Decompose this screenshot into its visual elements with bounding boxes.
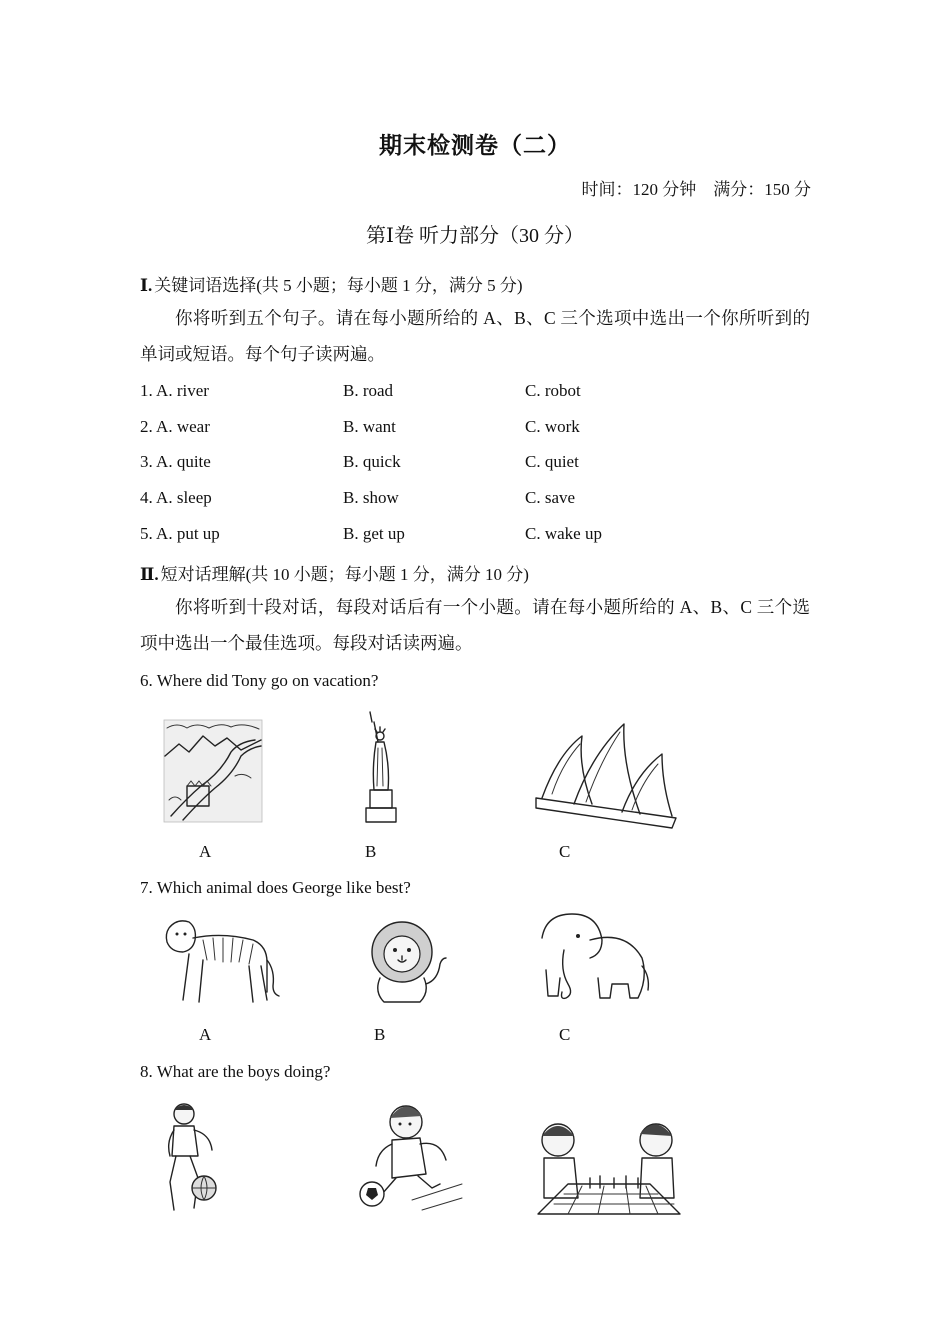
statue-of-liberty-image — [360, 708, 402, 826]
elephant-image — [534, 910, 652, 1010]
q7-label-a: A — [199, 1025, 212, 1044]
q1-option-b: B. road — [343, 381, 394, 400]
page-title: 期末检测卷（二） — [379, 133, 571, 158]
great-wall-image — [163, 716, 265, 826]
q3-option-b: B. quick — [343, 452, 401, 471]
q8-text: 8. What are the boys doing? — [140, 1062, 331, 1081]
section1-instruction: 你将听到五个句子。请在每小题所给的 A、B、C 三个选项中选出一个你所听到的单词或短语。每个句子读两遍。 — [140, 308, 810, 364]
q5-option-a: 5. A. put up — [140, 524, 220, 543]
q4-option-c: C. save — [525, 488, 576, 507]
q1-option-c: C. robot — [525, 381, 581, 400]
section1-title: 关键词语选择(共 5 小题；每小题 1 分，满分 5 分) — [154, 276, 523, 295]
q6-text: 6. Where did Tony go on vacation? — [140, 671, 379, 690]
q2-option-a: 2. A. wear — [140, 417, 210, 436]
q7-text: 7. Which animal does George like best? — [140, 878, 411, 897]
boys-playing-chess-image — [534, 1118, 684, 1218]
boy-playing-basketball-image — [156, 1100, 226, 1218]
section1-number: Ⅰ. — [140, 276, 153, 295]
section2-number: Ⅱ. — [140, 565, 159, 584]
section2-title: 短对话理解(共 10 小题；每小题 1 分，满分 10 分) — [160, 565, 529, 584]
q6-label-a: A — [199, 842, 212, 861]
boy-playing-soccer-image — [352, 1100, 468, 1216]
q3-option-c: C. quiet — [525, 452, 579, 471]
part-heading: 第Ⅰ卷 听力部分（30 分） — [366, 225, 584, 247]
q7-label-b: B — [374, 1025, 386, 1044]
q2-option-c: C. work — [525, 417, 580, 436]
q3-option-a: 3. A. quite — [140, 452, 211, 471]
section2-instruction: 你将听到十段对话，每段对话后有一个小题。请在每小题所给的 A、B、C 三个选项中选出一个最佳选项。每段对话读两遍。 — [140, 597, 810, 653]
section1-heading — [140, 271, 523, 296]
q5-option-c: C. wake up — [525, 524, 602, 543]
section2-heading — [140, 560, 529, 585]
q5-option-b: B. get up — [343, 524, 405, 543]
exam-meta: 时间：120 分钟 满分：150 分 — [581, 180, 811, 199]
q6-label-c: C — [559, 842, 571, 861]
q4-option-a: 4. A. sleep — [140, 488, 212, 507]
q6-label-b: B — [365, 842, 377, 861]
q2-option-b: B. want — [343, 417, 396, 436]
lion-image — [358, 914, 450, 1010]
q7-label-c: C — [559, 1025, 571, 1044]
sydney-opera-house-image — [532, 720, 680, 832]
q4-option-b: B. show — [343, 488, 399, 507]
tiger-image — [163, 916, 279, 1008]
q1-option-a: 1. A. river — [140, 381, 209, 400]
